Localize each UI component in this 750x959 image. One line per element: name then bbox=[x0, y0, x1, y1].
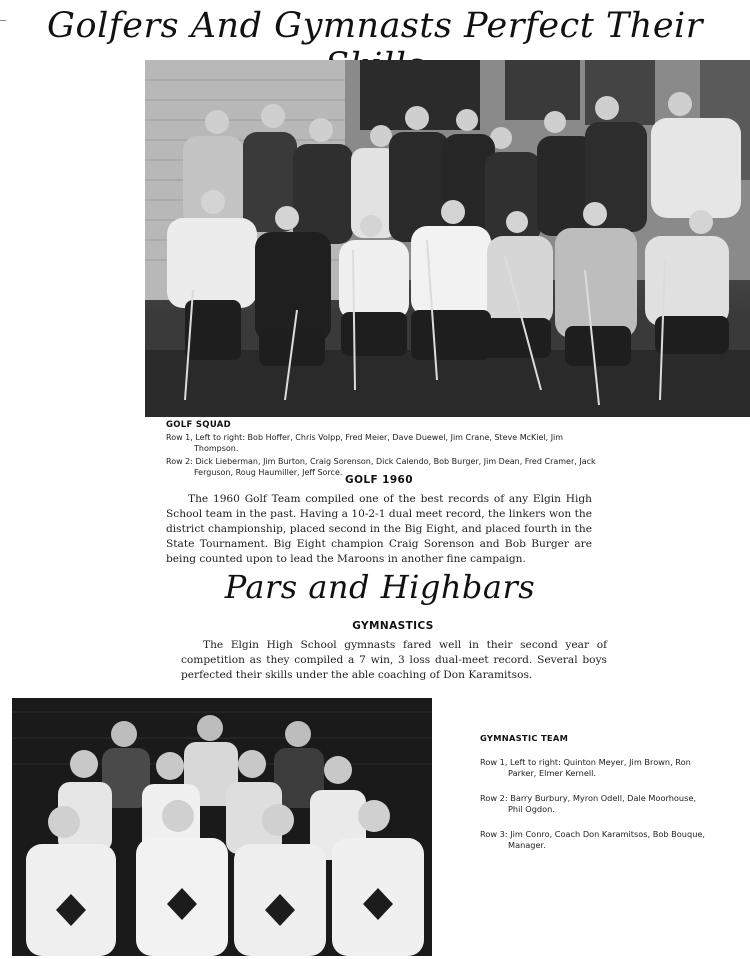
gymnastics-article-text: The Elgin High School gymnasts fared well in their second year of competition as they compiled a 7 win, 3 loss dual-meet record. Several boys perfected their skills under the able coaching of Don Karamitsos. bbox=[181, 639, 607, 681]
page-title: Golfers And Gymnasts Perfect Their bbox=[47, 6, 703, 46]
golf-squad-row-1: Row 1, Left to right: Bob Hoffer, Chris Volpp, Fred Meier, Dave Duewel, Jim Crane, Steve McKiel, Jim Thompson. bbox=[166, 433, 564, 453]
gymnastic-team-row-3: Row 3: Jim Conro, Coach Don Karamitsos, Bob Bouque, Manager. bbox=[480, 829, 706, 850]
golf-article-text: The 1960 Golf Team compiled one of the best records of any Elgin High School team in the past. Having a 10-2-1 dual meet record, the linkers won the district championship, placed second in the Big Eight, and placed fourth in the State Tournament. Big Eight champion Craig Sorenson and Bob Burger are being counted upon to lead the Maroons in another fine campaign. bbox=[166, 493, 592, 565]
golf-squad-row-2: Row 2: Dick Lieberman, Jim Burton, Craig Sorenson, Dick Calendo, Bob Burger, Jim Dean, Fred Cramer, Jack Ferguson, Roug Haumiller, Jeff Sorce. bbox=[166, 457, 596, 477]
gymnastic-team-photo bbox=[12, 698, 432, 956]
gymnastic-team-row-1: Row 1, Left to right: Quinton Meyer, Jim Brown, Ron Parker, Elmer Kernell. bbox=[480, 757, 691, 778]
golf-section-heading: GOLF 1960 bbox=[345, 474, 413, 486]
gymnastic-team-caption-heading: GYMNASTIC TEAM bbox=[480, 733, 569, 743]
golf-squad-caption bbox=[166, 420, 606, 478]
gymnastic-team-caption bbox=[480, 733, 712, 851]
gymnastic-team-row-2: Row 2: Barry Burbury, Myron Odell, Dale Moorhouse, Phil Ogdon. bbox=[480, 793, 697, 814]
gymnastics-section-heading: GYMNASTICS bbox=[352, 620, 434, 632]
golf-squad-caption-heading: GOLF SQUAD bbox=[166, 420, 232, 430]
gymnastics-script-title: Pars and Highbars bbox=[224, 568, 536, 606]
golf-squad-photo bbox=[145, 60, 750, 417]
